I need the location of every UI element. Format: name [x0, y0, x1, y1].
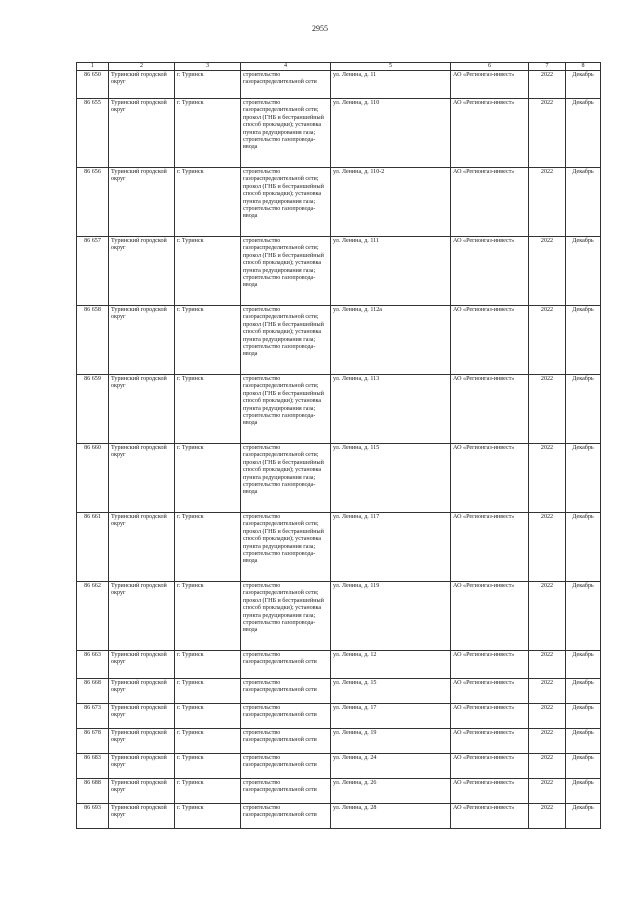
year-cell: 2022 — [529, 444, 566, 513]
organization-cell: АО «Регионгаз-инвест» — [451, 804, 529, 829]
row-number: 86 668 — [77, 679, 109, 704]
month-cell: Декабрь — [566, 513, 601, 582]
city-cell: г. Туринск — [175, 582, 241, 651]
district-cell: Туринский городской округ — [109, 779, 175, 804]
work-type-cell: строительство газораспределительной сети — [241, 804, 331, 829]
row-number: 86 661 — [77, 513, 109, 582]
month-cell: Декабрь — [566, 729, 601, 754]
work-type-cell: строительство газораспределительной сети — [241, 729, 331, 754]
city-cell: г. Туринск — [175, 306, 241, 375]
district-cell: Туринский городской округ — [109, 754, 175, 779]
table-row — [77, 779, 601, 804]
row-number: 86 678 — [77, 729, 109, 754]
work-type-cell: строительство газораспределительной сети; прокол (ГНБ и бестраншейный способ прокладки); установка пункта редуцирования газа; строительство газопровода-ввода — [241, 375, 331, 444]
address-cell: ул. Ленина, д. 19 — [331, 729, 451, 754]
address-cell: ул. Ленина, д. 11 — [331, 71, 451, 99]
organization-cell: АО «Регионгаз-инвест» — [451, 513, 529, 582]
table-row — [77, 704, 601, 729]
organization-cell: АО «Регионгаз-инвест» — [451, 754, 529, 779]
year-cell: 2022 — [529, 679, 566, 704]
city-cell: г. Туринск — [175, 729, 241, 754]
city-cell: г. Туринск — [175, 71, 241, 99]
table-row — [77, 651, 601, 679]
page-number: 2955 — [312, 24, 328, 33]
address-cell: ул. Ленина, д. 15 — [331, 679, 451, 704]
month-cell: Декабрь — [566, 679, 601, 704]
row-number: 86 663 — [77, 651, 109, 679]
district-cell: Туринский городской округ — [109, 237, 175, 306]
column-number-row — [77, 63, 601, 71]
address-cell: ул. Ленина, д. 28 — [331, 804, 451, 829]
month-cell: Декабрь — [566, 306, 601, 375]
month-cell: Декабрь — [566, 444, 601, 513]
table-row — [77, 444, 601, 513]
organization-cell: АО «Регионгаз-инвест» — [451, 99, 529, 168]
month-cell: Декабрь — [566, 71, 601, 99]
city-cell: г. Туринск — [175, 99, 241, 168]
district-cell: Туринский городской округ — [109, 168, 175, 237]
row-number: 86 688 — [77, 779, 109, 804]
district-cell: Туринский городской округ — [109, 804, 175, 829]
organization-cell: АО «Регионгаз-инвест» — [451, 237, 529, 306]
organization-cell: АО «Регионгаз-инвест» — [451, 729, 529, 754]
organization-cell: АО «Регионгаз-инвест» — [451, 679, 529, 704]
city-cell: г. Туринск — [175, 704, 241, 729]
city-cell: г. Туринск — [175, 375, 241, 444]
organization-cell: АО «Регионгаз-инвест» — [451, 779, 529, 804]
work-type-cell: строительство газораспределительной сети — [241, 651, 331, 679]
work-type-cell: строительство газораспределительной сети — [241, 704, 331, 729]
work-type-cell: строительство газораспределительной сети; прокол (ГНБ и бестраншейный способ прокладки); установка пункта редуцирования газа; строительство газопровода-ввода — [241, 306, 331, 375]
organization-cell: АО «Регионгаз-инвест» — [451, 704, 529, 729]
district-cell: Туринский городской округ — [109, 513, 175, 582]
row-number: 86 657 — [77, 237, 109, 306]
work-type-cell: строительство газораспределительной сети — [241, 754, 331, 779]
work-type-cell: строительство газораспределительной сети — [241, 779, 331, 804]
table-row — [77, 582, 601, 651]
city-cell: г. Туринск — [175, 513, 241, 582]
year-cell: 2022 — [529, 729, 566, 754]
organization-cell: АО «Регионгаз-инвест» — [451, 582, 529, 651]
address-cell: ул. Ленина, д. 110-2 — [331, 168, 451, 237]
row-number: 86 693 — [77, 804, 109, 829]
organization-cell: АО «Регионгаз-инвест» — [451, 375, 529, 444]
year-cell: 2022 — [529, 804, 566, 829]
table-row — [77, 71, 601, 99]
address-cell: ул. Ленина, д. 110 — [331, 99, 451, 168]
table-row — [77, 513, 601, 582]
column-number: 4 — [241, 63, 331, 71]
row-number: 86 662 — [77, 582, 109, 651]
table-row — [77, 754, 601, 779]
month-cell: Декабрь — [566, 375, 601, 444]
district-cell: Туринский городской округ — [109, 704, 175, 729]
column-number: 6 — [451, 63, 529, 71]
district-cell: Туринский городской округ — [109, 729, 175, 754]
city-cell: г. Туринск — [175, 679, 241, 704]
address-cell: ул. Ленина, д. 119 — [331, 582, 451, 651]
district-cell: Туринский городской округ — [109, 375, 175, 444]
address-cell: ул. Ленина, д. 113 — [331, 375, 451, 444]
table-row — [77, 306, 601, 375]
year-cell: 2022 — [529, 704, 566, 729]
organization-cell: АО «Регионгаз-инвест» — [451, 71, 529, 99]
address-cell: ул. Ленина, д. 115 — [331, 444, 451, 513]
district-cell: Туринский городской округ — [109, 71, 175, 99]
work-type-cell: строительство газораспределительной сети — [241, 71, 331, 99]
organization-cell: АО «Регионгаз-инвест» — [451, 168, 529, 237]
table-row — [77, 679, 601, 704]
table-row — [77, 375, 601, 444]
address-cell: ул. Ленина, д. 112а — [331, 306, 451, 375]
district-cell: Туринский городской округ — [109, 582, 175, 651]
column-number: 8 — [566, 63, 601, 71]
month-cell: Декабрь — [566, 651, 601, 679]
district-cell: Туринский городской округ — [109, 444, 175, 513]
city-cell: г. Туринск — [175, 651, 241, 679]
work-type-cell: строительство газораспределительной сети; прокол (ГНБ и бестраншейный способ прокладки); установка пункта редуцирования газа; строительство газопровода-ввода — [241, 582, 331, 651]
work-type-cell: строительство газораспределительной сети; прокол (ГНБ и бестраншейный способ прокладки); установка пункта редуцирования газа; строительство газопровода-ввода — [241, 99, 331, 168]
address-cell: ул. Ленина, д. 17 — [331, 704, 451, 729]
work-type-cell: строительство газораспределительной сети — [241, 679, 331, 704]
year-cell: 2022 — [529, 582, 566, 651]
month-cell: Декабрь — [566, 804, 601, 829]
month-cell: Декабрь — [566, 582, 601, 651]
work-type-cell: строительство газораспределительной сети; прокол (ГНБ и бестраншейный способ прокладки); установка пункта редуцирования газа; строительство газопровода-ввода — [241, 168, 331, 237]
table-row — [77, 237, 601, 306]
row-number: 86 656 — [77, 168, 109, 237]
district-cell: Туринский городской округ — [109, 651, 175, 679]
column-number: 7 — [529, 63, 566, 71]
city-cell: г. Туринск — [175, 804, 241, 829]
organization-cell: АО «Регионгаз-инвест» — [451, 444, 529, 513]
city-cell: г. Туринск — [175, 444, 241, 513]
year-cell: 2022 — [529, 306, 566, 375]
year-cell: 2022 — [529, 779, 566, 804]
table-row — [77, 168, 601, 237]
work-type-cell: строительство газораспределительной сети; прокол (ГНБ и бестраншейный способ прокладки); установка пункта редуцирования газа; строительство газопровода-ввода — [241, 237, 331, 306]
district-cell: Туринский городской округ — [109, 99, 175, 168]
table-row — [77, 99, 601, 168]
row-number: 86 655 — [77, 99, 109, 168]
address-cell: ул. Ленина, д. 12 — [331, 651, 451, 679]
row-number: 86 650 — [77, 71, 109, 99]
month-cell: Декабрь — [566, 237, 601, 306]
address-cell: ул. Ленина, д. 26 — [331, 779, 451, 804]
district-cell: Туринский городской округ — [109, 679, 175, 704]
district-cell: Туринский городской округ — [109, 306, 175, 375]
column-number: 3 — [175, 63, 241, 71]
year-cell: 2022 — [529, 168, 566, 237]
table-row — [77, 804, 601, 829]
year-cell: 2022 — [529, 754, 566, 779]
city-cell: г. Туринск — [175, 754, 241, 779]
document-table — [76, 62, 601, 829]
row-number: 86 683 — [77, 754, 109, 779]
year-cell: 2022 — [529, 71, 566, 99]
year-cell: 2022 — [529, 375, 566, 444]
month-cell: Декабрь — [566, 754, 601, 779]
work-type-cell: строительство газораспределительной сети; прокол (ГНБ и бестраншейный способ прокладки); установка пункта редуцирования газа; строительство газопровода-ввода — [241, 444, 331, 513]
year-cell: 2022 — [529, 651, 566, 679]
year-cell: 2022 — [529, 237, 566, 306]
column-number: 5 — [331, 63, 451, 71]
row-number: 86 660 — [77, 444, 109, 513]
organization-cell: АО «Регионгаз-инвест» — [451, 306, 529, 375]
year-cell: 2022 — [529, 513, 566, 582]
organization-cell: АО «Регионгаз-инвест» — [451, 651, 529, 679]
city-cell: г. Туринск — [175, 168, 241, 237]
address-cell: ул. Ленина, д. 111 — [331, 237, 451, 306]
city-cell: г. Туринск — [175, 779, 241, 804]
column-number: 1 — [77, 63, 109, 71]
address-cell: ул. Ленина, д. 24 — [331, 754, 451, 779]
month-cell: Декабрь — [566, 168, 601, 237]
city-cell: г. Туринск — [175, 237, 241, 306]
month-cell: Декабрь — [566, 779, 601, 804]
row-number: 86 658 — [77, 306, 109, 375]
work-type-cell: строительство газораспределительной сети; прокол (ГНБ и бестраншейный способ прокладки); установка пункта редуцирования газа; строительство газопровода-ввода — [241, 513, 331, 582]
column-number: 2 — [109, 63, 175, 71]
table-row — [77, 729, 601, 754]
row-number: 86 659 — [77, 375, 109, 444]
row-number: 86 673 — [77, 704, 109, 729]
address-cell: ул. Ленина, д. 117 — [331, 513, 451, 582]
month-cell: Декабрь — [566, 99, 601, 168]
year-cell: 2022 — [529, 99, 566, 168]
month-cell: Декабрь — [566, 704, 601, 729]
